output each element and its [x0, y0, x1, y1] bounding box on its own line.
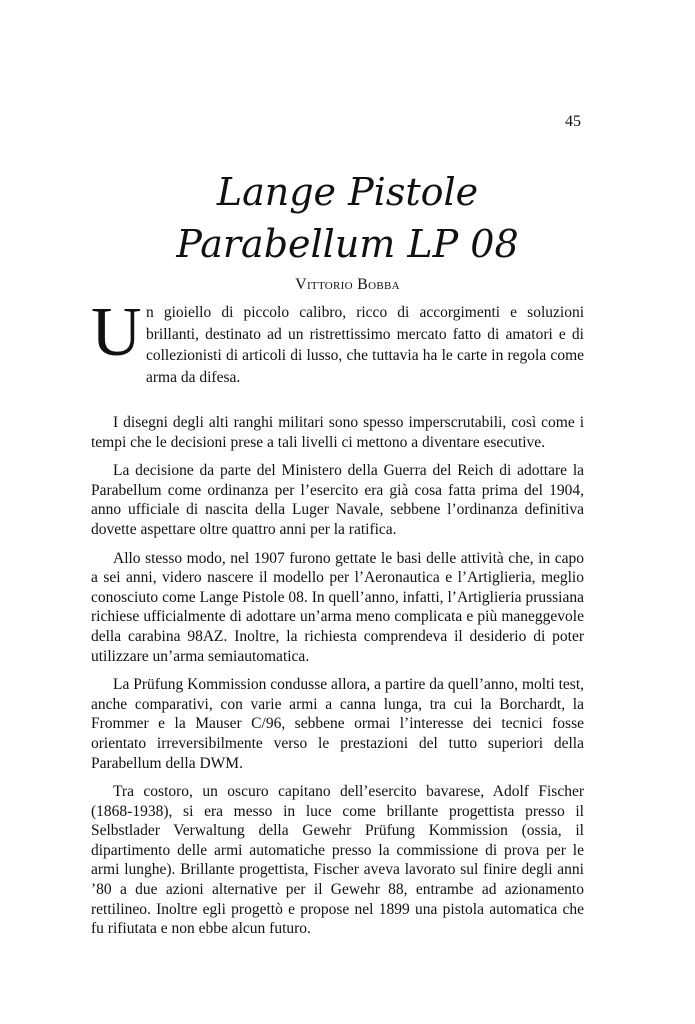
author-name: Vittorio Bobba	[295, 276, 400, 293]
paragraph: La decisione da parte del Ministero della Guerra del Reich di adottare la Parabellum come ordinanza per l’esercito era già cosa fatta prima del 1904, anno ufficiale di nascita della Luger Navale, sebbene l’ordinanza definitiva dovette aspettare oltre quattro anni per la ratifica.	[91, 462, 584, 538]
paragraph: Tra costoro, un oscuro capitano dell’esercito bavarese, Adolf Fischer (1868-1938), si era messo in luce come brillante progettista presso il Selbstlader Verwaltung della Gewehr Prüfung Kommission (ossia, il dipartimento delle armi automatiche presso la commissione di prova per le armi lunghe). Brillante progettista, Fischer aveva lavorato sul finire degli anni ’80 a due azioni alternative per il Gewehr 88, entrambe ad azionamento rettilineo. Inoltre egli progettò e propose nel 1899 una pistola automatica che fu rifiutata e non ebbe alcun futuro.	[91, 783, 584, 938]
abstract-text: n gioiello di piccolo calibro, ricco di accorgimenti e soluzioni brillanti, destinato ad un ristrettissimo mercato fatto di amatori e di collezionisti di articoli di lusso, che tuttavia ha le carte in regola come arma da difesa.	[146, 304, 584, 386]
paragraph: Allo stesso modo, nel 1907 furono gettate le basi delle attività che, in capo a sei anni, videro nascere il modello per l’Aeronautica e l’Artiglieria, meglio conosciuto come Lange Pistole 08. In quell’anno, infatti, l’Artiglieria prussiana richiese ufficialmente di adottare un’arma meno complicata e più maneggevole della carabina 98AZ. Inoltre, la richiesta comprendeva il desiderio di poter utilizzare un’arma semiautomatica.	[91, 549, 584, 665]
paragraph: I disegni degli alti ranghi militari sono spesso imperscrutabili, così come i tempi che le decisioni prese a tali livelli ci mettono a diventare esecutive.	[91, 414, 584, 451]
article-title-line-2: Parabellum LP 08	[176, 222, 519, 266]
article-title	[0, 166, 695, 270]
article-body	[91, 413, 584, 948]
article-title-line-1: Lange Pistole	[216, 170, 479, 214]
drop-cap: U	[91, 294, 142, 371]
paragraph: La Prüfung Kommission condusse allora, a partire da quell’anno, molti test, anche comparativi, con varie armi a canna lunga, tra cui la Borchardt, la Frommer e la Mauser C/96, sebbene ormai l’interesse dei tecnici fosse orientato irreversibilmente verso le prestazioni del tutto superiori della Parabellum della DWM.	[91, 676, 584, 772]
page-number: 45	[565, 113, 581, 130]
abstract	[91, 294, 584, 392]
